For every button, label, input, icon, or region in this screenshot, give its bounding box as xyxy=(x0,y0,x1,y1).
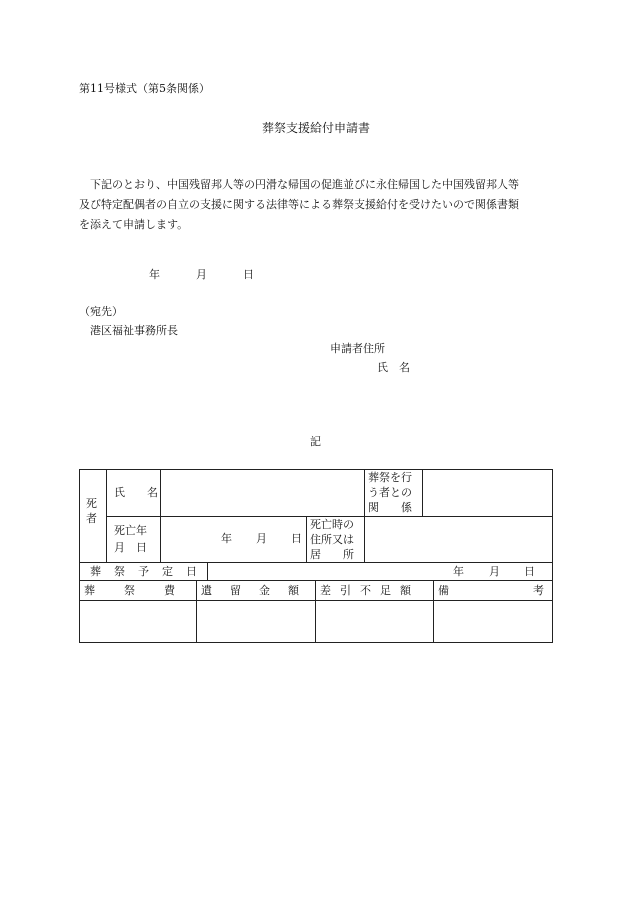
addressee-name: 港区福祉事務所長 xyxy=(90,324,178,337)
death-date-label-line-1: 死亡年 xyxy=(114,524,147,537)
name-label: 氏 名 xyxy=(114,486,158,499)
death-date-month: 月 xyxy=(256,532,267,545)
death-date-day: 日 xyxy=(291,532,302,545)
relation-label-line-1: 葬祭を行 xyxy=(368,471,412,484)
statement-line-3: を添えて申請します。 xyxy=(79,218,189,231)
applicant-name-label: 氏 名 xyxy=(377,361,410,374)
funeral-date-year: 年 xyxy=(453,565,464,578)
deceased-label: 死者 xyxy=(86,497,97,525)
funeral-date-month: 月 xyxy=(489,565,500,578)
date-day: 日 xyxy=(243,268,254,281)
funeral-date-day: 日 xyxy=(524,565,535,578)
remaining-funds-field[interactable] xyxy=(197,601,315,642)
ki-heading: 記 xyxy=(310,435,321,448)
remarks-header: 備考 xyxy=(438,584,628,597)
funeral-date-label: 葬 祭 予 定 日 xyxy=(90,565,197,578)
relation-field[interactable] xyxy=(423,470,552,516)
shortfall-field[interactable] xyxy=(316,601,433,642)
death-address-label-line-3: 居 所 xyxy=(310,548,354,561)
relation-label-line-3: 関 係 xyxy=(368,501,412,514)
statement-line-1: 下記のとおり、中国残留邦人等の円滑な帰国の促進並びに永住帰国した中国残留邦人等 xyxy=(90,178,519,191)
death-date-year: 年 xyxy=(221,532,232,545)
shortfall-header: 差引不足額 xyxy=(320,584,420,597)
statement-line-2: 及び特定配偶者の自立の支援に関する法律等による葬祭支援給付を受けたいので関係書類 xyxy=(79,198,519,211)
death-date-label-line-2: 月 日 xyxy=(114,541,147,554)
addressee-label: （宛先） xyxy=(79,305,123,318)
page-title: 葬祭支援給付申請書 xyxy=(262,121,371,135)
form-number: 第11号様式（第5条関係） xyxy=(79,82,210,95)
death-address-label-line-2: 住所又は xyxy=(310,533,354,546)
date-year: 年 xyxy=(149,268,160,281)
remaining-funds-header: 遺留金額 xyxy=(201,584,317,597)
applicant-address-label: 申請者住所 xyxy=(330,342,385,355)
funeral-cost-field[interactable] xyxy=(80,601,196,642)
date-month: 月 xyxy=(196,268,207,281)
death-address-label-line-1: 死亡時の xyxy=(310,518,354,531)
funeral-cost-header: 葬祭費 xyxy=(84,584,204,597)
name-field[interactable] xyxy=(161,470,363,516)
death-address-field[interactable] xyxy=(365,517,552,562)
remarks-field[interactable] xyxy=(434,601,552,642)
relation-label-line-2: う者との xyxy=(368,486,412,499)
